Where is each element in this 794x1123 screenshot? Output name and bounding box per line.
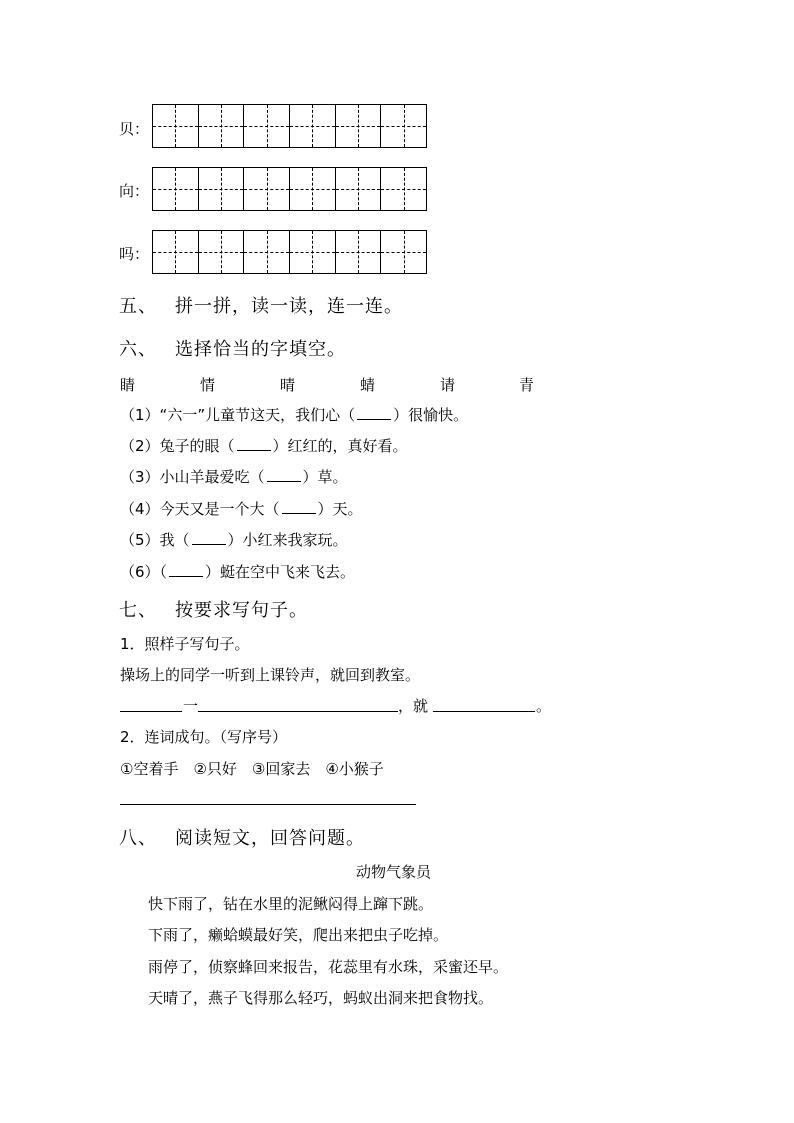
grid-cell[interactable]: [198, 168, 244, 210]
fill-item-6: [120, 561, 355, 582]
section6-title: 选择恰当的字填空。: [175, 339, 346, 360]
grid-cell[interactable]: [335, 231, 381, 273]
section5-heading: [119, 292, 403, 318]
q1-label: 1．照样子写句子。: [120, 635, 250, 653]
fill-blank[interactable]: [192, 532, 226, 545]
fill-item-text: （2）兔子的眼（: [120, 437, 235, 455]
choice-word: 情: [200, 376, 216, 394]
q1-end-text: 。: [536, 697, 552, 715]
grid-label-xiang: 向：: [119, 182, 150, 200]
fill-item-text: （1）“六一”儿童节这天，我们心（: [120, 406, 356, 424]
answer-line[interactable]: [120, 804, 416, 805]
q2-words: ①空着手 ②只好 ③回家去 ④小猴子: [120, 760, 384, 778]
writing-grid-xiang[interactable]: [152, 167, 427, 211]
grid-cell[interactable]: [198, 105, 244, 147]
grid-cell[interactable]: [380, 231, 426, 273]
fill-blank[interactable]: [169, 564, 203, 577]
grid-cell[interactable]: [243, 231, 289, 273]
fill-item-text: ）很愉快。: [393, 406, 469, 424]
grid-label-bei: 贝：: [119, 120, 150, 138]
passage-line: 天晴了，燕子飞得那么轻巧，蚂蚁出洞来把食物找。: [148, 989, 494, 1007]
answer-line[interactable]: [433, 711, 535, 712]
fill-item-text: （6）（: [120, 563, 168, 581]
grid-cell[interactable]: [153, 105, 198, 147]
section7-number: 七、: [119, 600, 157, 621]
fill-item-text: （4）今天又是一个大（: [120, 500, 280, 518]
fill-item-text: ）红红的，真好看。: [272, 437, 408, 455]
section8-title: 阅读短文，回答问题。: [175, 828, 365, 849]
fill-item-text: ）蜓在空中飞来飞去。: [205, 563, 356, 581]
fill-item-2: [120, 435, 408, 456]
fill-blank[interactable]: [357, 407, 391, 420]
choice-word: 青: [519, 376, 535, 394]
grid-cell[interactable]: [335, 105, 381, 147]
grid-cell[interactable]: [289, 231, 335, 273]
fill-blank[interactable]: [237, 438, 271, 451]
writing-grid-ma[interactable]: [152, 230, 427, 274]
fill-item-5: [120, 529, 348, 550]
grid-cell[interactable]: [289, 168, 335, 210]
choice-word: 蜻: [360, 376, 376, 394]
answer-line[interactable]: [120, 711, 182, 712]
grid-cell[interactable]: [243, 168, 289, 210]
answer-line[interactable]: [198, 711, 398, 712]
fill-item-text: ）天。: [317, 500, 363, 518]
section8-heading: [119, 824, 365, 850]
fill-blank[interactable]: [282, 501, 316, 514]
grid-cell[interactable]: [380, 105, 426, 147]
section6-heading: [119, 335, 346, 361]
passage-line: 雨停了，侦察蜂回来报告，花蕊里有水珠，采蜜还早。: [148, 958, 509, 976]
fill-item-text: （5）我（: [120, 531, 190, 549]
q1-example: 操场上的同学一听到上课铃声，就回到教室。: [120, 666, 421, 684]
section6-number: 六、: [119, 339, 157, 360]
passage-title: 动物气象员: [356, 863, 432, 881]
grid-cell[interactable]: [380, 168, 426, 210]
fill-blank[interactable]: [267, 469, 301, 482]
fill-item-1: [120, 404, 468, 425]
passage-line: 下雨了，癞蛤蟆最好笑，爬出来把虫子吃掉。: [148, 926, 449, 944]
grid-cell[interactable]: [153, 168, 198, 210]
grid-cell[interactable]: [198, 231, 244, 273]
section5-title: 拼一拼，读一读，连一连。: [175, 296, 403, 317]
section7-heading: [119, 596, 308, 622]
q1-jiu-text: ，就: [398, 697, 429, 715]
grid-cell[interactable]: [243, 105, 289, 147]
fill-item-3: [120, 466, 348, 487]
passage-line: 快下雨了，钻在水里的泥鳅闷得上蹿下跳。: [148, 895, 434, 913]
choice-word: 晴: [280, 376, 296, 394]
section5-number: 五、: [119, 296, 157, 317]
grid-label-ma: 吗：: [119, 245, 150, 263]
writing-grid-bei[interactable]: [152, 104, 427, 148]
fill-item-text: ）草。: [302, 468, 348, 486]
grid-cell[interactable]: [335, 168, 381, 210]
section8-number: 八、: [119, 828, 157, 849]
choice-word: 睛: [120, 376, 136, 394]
grid-cell[interactable]: [289, 105, 335, 147]
q1-yi-text: 一: [183, 697, 199, 715]
fill-item-text: （3）小山羊最爱吃（: [120, 468, 265, 486]
fill-item-4: [120, 498, 363, 519]
choice-word: 请: [440, 376, 456, 394]
grid-cell[interactable]: [153, 231, 198, 273]
q2-label: 2．连词成句。（写序号）: [120, 728, 288, 746]
section7-title: 按要求写句子。: [175, 600, 308, 621]
fill-item-text: ）小红来我家玩。: [227, 531, 348, 549]
